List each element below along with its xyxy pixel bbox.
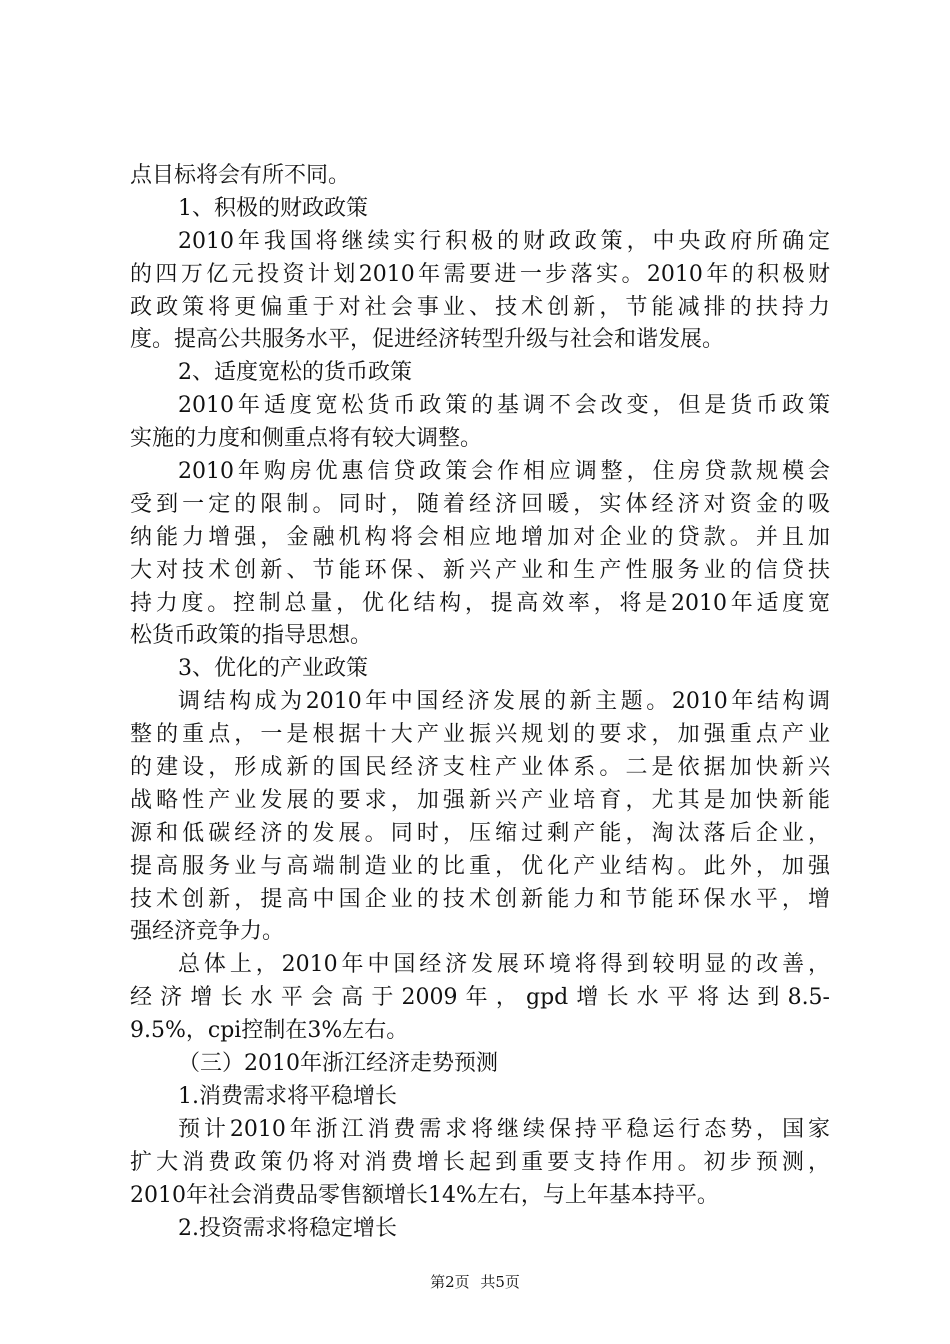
- text-line: 2.投资需求将稳定增长: [178, 1215, 397, 1241]
- page-total: 共5页: [480, 1273, 520, 1291]
- text-line: 扩大消费政策仍将对消费增长起到重要支持作用。初步预测，: [130, 1149, 830, 1175]
- text-line: 持力度。控制总量，优化结构，提高效率，将是2010年适度宽: [130, 590, 830, 616]
- text-line: 强经济竞争力。: [130, 919, 285, 945]
- text-line: （三）2010年浙江经济走势预测: [178, 1051, 498, 1077]
- text-line: 源和低碳经济的发展。同时，压缩过剩产能，淘汰落后企业，: [130, 820, 830, 846]
- text-line: 技术创新，提高中国企业的技术创新能力和节能环保水平，增: [130, 886, 830, 912]
- text-line: 度。提高公共服务水平，促进经济转型升级与社会和谐发展。: [130, 327, 725, 353]
- page-footer: [0, 1272, 950, 1292]
- text-line: 9.5%，cpi控制在3%左右。: [130, 1018, 409, 1044]
- text-line: 大对技术创新、节能环保、新兴产业和生产性服务业的信贷扶: [130, 557, 830, 583]
- text-line: 总体上，2010年中国经济发展环境将得到较明显的改善，: [178, 952, 830, 978]
- document-body: [130, 160, 830, 1245]
- page-number: 第2页: [430, 1273, 470, 1291]
- text-line: 松货币政策的指导思想。: [130, 623, 373, 649]
- text-line: 调结构成为2010年中国经济发展的新主题。2010年结构调: [178, 689, 830, 715]
- text-line: 点目标将会有所不同。: [130, 163, 351, 188]
- text-line: 政政策将更偏重于对社会事业、技术创新，节能减排的扶持力: [130, 294, 830, 320]
- text-line: 3、优化的产业政策: [178, 656, 368, 682]
- text-line: 经济增长水平会高于2009年，gpd增长水平将达到8.5-: [130, 985, 830, 1011]
- text-line: 2、适度宽松的货币政策: [178, 360, 412, 386]
- text-line: 实施的力度和侧重点将有较大调整。: [130, 426, 483, 452]
- text-line: 2010年社会消费品零售额增长14%左右，与上年基本持平。: [130, 1182, 719, 1208]
- text-line: 1、积极的财政政策: [178, 195, 368, 221]
- text-line: 2010年购房优惠信贷政策会作相应调整，住房贷款规模会: [178, 459, 830, 485]
- text-line: 2010年适度宽松货币政策的基调不会改变，但是货币政策: [178, 393, 830, 419]
- text-line: 预计2010年浙江消费需求将继续保持平稳运行态势，国家: [178, 1116, 830, 1142]
- text-line: 1.消费需求将平稳增长: [178, 1083, 397, 1109]
- text-line: 受到一定的限制。同时，随着经济回暖，实体经济对资金的吸: [130, 491, 830, 517]
- text-line: 整的重点，一是根据十大产业振兴规划的要求，加强重点产业: [130, 722, 830, 748]
- text-line: 战略性产业发展的要求，加强新兴产业培育，尤其是加快新能: [130, 787, 830, 813]
- text-line: 的建设，形成新的国民经济支柱产业体系。二是依据加快新兴: [130, 755, 830, 781]
- text-line: 提高服务业与高端制造业的比重，优化产业结构。此外，加强: [130, 853, 830, 879]
- text-line: 的四万亿元投资计划2010年需要进一步落实。2010年的积极财: [130, 261, 830, 287]
- text-line: 2010年我国将继续实行积极的财政政策，中央政府所确定: [178, 228, 830, 254]
- text-line: 纳能力增强，金融机构将会相应地增加对企业的贷款。并且加: [130, 524, 830, 550]
